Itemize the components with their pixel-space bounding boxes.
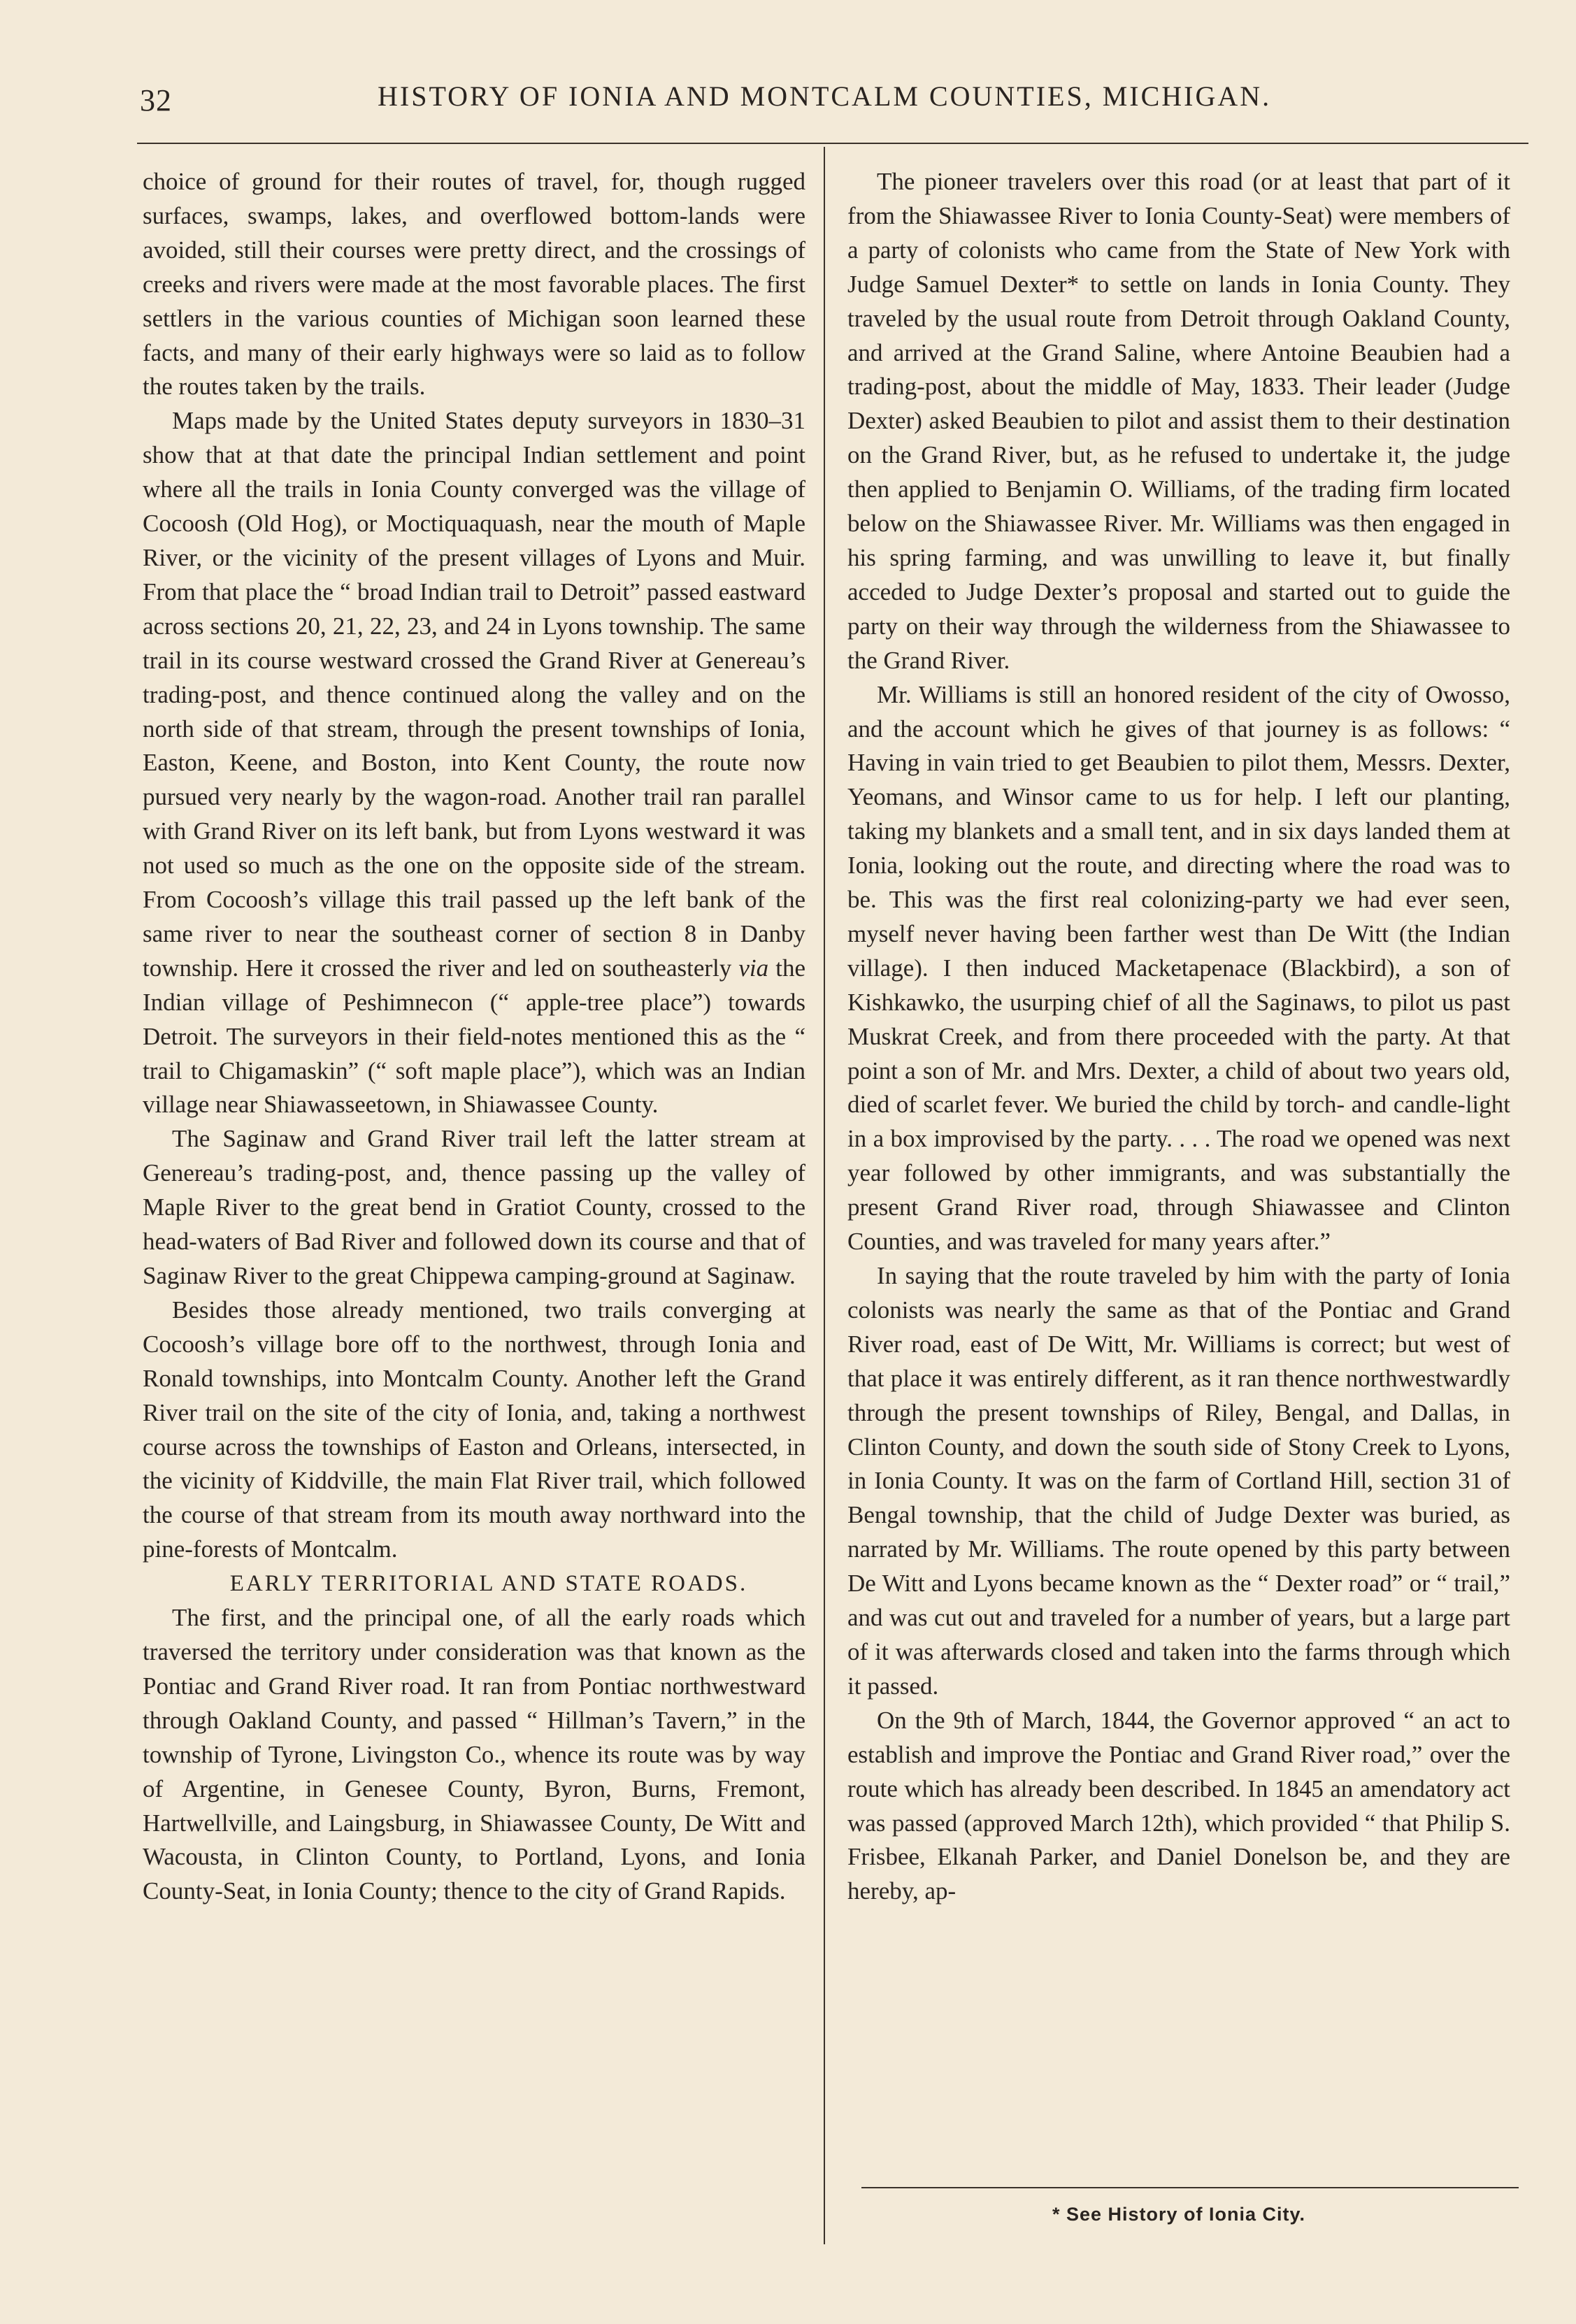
paragraph-text: the Indian village of Peshimnecon (“ apple-tree place”) towards Detroit. The surveyors in their field-notes mentioned this as the “ trail to Chigamaskin” (“ soft maple place”), which was an Indian village near Shiawasseetown, in Shiawassee County. — [143, 954, 805, 1119]
section-heading: EARLY TERRITORIAL AND STATE ROADS. — [229, 1571, 748, 1597]
italic-word: via — [738, 954, 769, 982]
right-column — [847, 165, 1510, 1909]
footnote: * See History of Ionia City. — [1052, 2204, 1306, 2225]
paragraph: In saying that the route traveled by him with the party of Ionia colonists was nearly the same as that of the Pontiac and Grand River road, east of De Witt, Mr. Williams is correct; but west of that place it was entirely different, as it ran thence northwestwardly through the present townships of Riley, Bengal, and Dallas, in Clinton County, and down the south side of Stony Creek to Lyons, in Ionia County. It was on the farm of Cortland Hill, section 31 of Bengal township, that the child of Judge Dexter was buried, as narrated by Mr. Williams. The route opened by this party between De Witt and Lyons became known as the “ Dexter road” or “ trail,” and was cut out and traveled for a number of years, but a large part of it was afterwards closed and taken into the farms through which it passed. — [847, 1262, 1510, 1700]
paragraph: The pioneer travelers over this road (or at least that part of it from the Shiawassee River to Ionia County-Seat) were members of a party of colonists who came from the State of New York with Judge Samuel Dexter* to settle on lands in Ionia County. They traveled by the usual route from Detroit through Oakland County, and arrived at the Grand Saline, where Antoine Beaubien had a trading-post, about the middle of May, 1833. Their leader (Judge Dexter) asked Beaubien to pilot and assist them to their destination on the Grand River, but, as he refused to undertake it, the judge then applied to Benjamin O. Williams, of the trading firm located below on the Shiawassee River. Mr. Williams was then engaged in his spring farming, and was unwilling to leave it, but finally acceded to Judge Dexter’s proposal and started out to guide the party on their way through the wilderness from the Shiawassee to the Grand River. — [847, 168, 1510, 674]
paragraph: Besides those already mentioned, two trails converging at Cocoosh’s village bore off to the northwest, through Ionia and Ronald townships, into Montcalm County. Another left the Grand River trail on the site of the city of Ionia, and, taking a northwest course across the townships of Easton and Orleans, intersected, in the vicinity of Kiddville, the main Flat River trail, which followed the course of that stream from its mouth away northward into the pine-forests of Montcalm. — [143, 1296, 805, 1563]
column-divider — [824, 147, 825, 2244]
paragraph: On the 9th of March, 1844, the Governor approved “ an act to establish and improve the Pontiac and Grand River road,” over the route which has already been described. In 1845 an amendatory act was passed (approved March 12th), which provided “ that Philip S. Frisbee, Elkanah Parker, and Daniel Donelson be, and they are hereby, ap- — [847, 1706, 1510, 1905]
left-column — [143, 165, 805, 1909]
paragraph: Mr. Williams is still an honored resident of the city of Owosso, and the account which he gives of that journey is as follows: “ Having in vain tried to get Beaubien to pilot them, Messrs. Dexter, Yeomans, and Winsor came to us for help. I left our planting, taking my blankets and a small tent, and in six days landed them at Ionia, looking out the route, and directing where the road was to be. This was the first real colonizing-party we had ever seen, myself never having been farther west than De Witt (the Indian village). I then induced Macketapenace (Blackbird), a son of Kishkawko, the usurping chief of all the Saginaws, to pilot us past Muskrat Creek, and from there proceeded with the party. At that point a son of Mr. and Mrs. Dexter, a child of about two years old, died of scarlet fever. We buried the child by torch- and candle-light in a box improvised by the party. . . . The road we opened was next year followed by other immigrants, and was substantially the present Grand River road, through Shiawassee and Clinton Counties, and was traveled for many years after.” — [847, 680, 1510, 1256]
paragraph: The Saginaw and Grand River trail left the latter stream at Genereau’s trading-post, and, thence passing up the valley of Maple River to the great bend in Gratiot County, crossed to the head-waters of Bad River and followed down its course and that of Saginaw River to the great Chippewa camping-ground at Saginaw. — [143, 1125, 805, 1289]
page-number: 32 — [140, 83, 172, 117]
paragraph: The first, and the principal one, of all the early roads which traversed the territory under consideration was that known as the Pontiac and Grand River road. It ran from Pontiac northwestward through Oakland County, and passed “ Hillman’s Tavern,” in the township of Tyrone, Livingston Co., whence its route was by way of Argentine, in Genesee County, Byron, Burns, Fremont, Hartwellville, and Laingsburg, in Shiawassee County, De Witt and Wacousta, in Clinton County, to Portland, Lyons, and Ionia County-Seat, in Ionia County; thence to the city of Grand Rapids. — [143, 1604, 805, 1905]
footnote-rule — [861, 2187, 1519, 2188]
paragraph-text: Maps made by the United States deputy surveyors in 1830–31 show that at that date the principal Indian settlement and point where all the trails in Ionia County converged was the village of Cocoosh (Old Hog), or Moctiquaquash, near the mouth of Maple River, or the vicinity of the present villages of Lyons and Muir. From that place the “ broad Indian trail to Detroit” passed eastward across sections 20, 21, 22, 23, and 24 in Lyons township. The same trail in its course westward crossed the Grand River at Genereau’s trading-post, and thence continued along the valley and on the north side of that stream, through the present townships of Ionia, Easton, Keene, and Boston, into Kent County, the route now pursued very nearly by the wagon-road. Another trail ran parallel with Grand River on its left bank, but from Lyons westward it was not used so much as the one on the opposite side of the stream. From Cocoosh’s village this trail passed up the left bank of the same river to near the southeast corner of section 8 in Danby township. Here it crossed the river and led on southeasterly — [143, 407, 805, 982]
running-head: HISTORY OF IONIA AND MONTCALM COUNTIES, MICHIGAN. — [378, 80, 1272, 112]
paragraph — [143, 404, 805, 1122]
paragraph: choice of ground for their routes of travel, for, though rugged surfaces, swamps, lakes, and overflowed bottom-lands were avoided, still their courses were pretty direct, and the crossings of creeks and rivers were made at the most favorable places. The first settlers in the various counties of Michigan soon learned these facts, and many of their early highways were so laid as to follow the routes taken by the trails. — [143, 168, 805, 401]
header-rule — [137, 143, 1528, 144]
